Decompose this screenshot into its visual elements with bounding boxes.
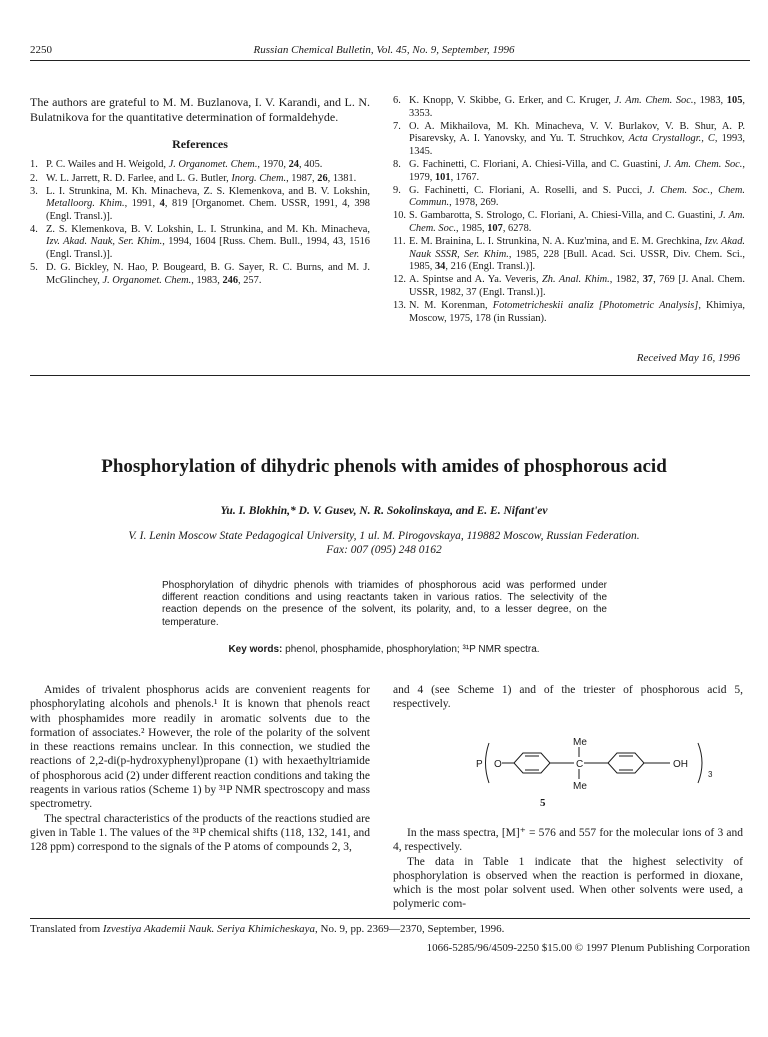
reference-text [409, 300, 745, 325]
reference-number: 1. [30, 159, 38, 171]
abstract: Phosphorylation of dihydric phenols with triamides of phosphorous acid was performed under different reaction conditions and using reactants taken in various ratios. The selectivity of the reaction depends on the presence of the solvent, its polarity, and, to a lesser degree, on the temperature. [162, 580, 607, 628]
reference-vol: 24 [288, 159, 299, 171]
reference-journal: Inorg. Chem. [231, 172, 287, 184]
translation-suffix: , No. 9, pp. 2369—2370, September, 1996. [315, 923, 505, 935]
reference-text [46, 173, 370, 186]
reference-pre: P. C. Wailes and H. Weigold, [46, 159, 169, 171]
reference-item [393, 121, 745, 159]
reference-number: 12. [393, 274, 406, 286]
reference-number: 8. [393, 158, 401, 170]
body-paragraph: The spectral characteristics of the products of the reactions studied are given in Table 1. The values of the ³¹P chemical shifts (118, 132, 141, and 128 ppm) correspond to the signals of the P atoms of compounds 2, 3, [30, 812, 370, 854]
fax-number: Fax: 007 (095) 248 0162 [326, 544, 442, 556]
reference-post: , 6278. [502, 222, 532, 234]
reference-item [393, 210, 745, 235]
reference-post: , 3353. [409, 95, 745, 119]
reference-number: 5. [30, 262, 38, 274]
reference-mid: , 1970, [257, 159, 289, 171]
chemical-structure-5 [470, 733, 720, 793]
body-paragraph: Amides of trivalent phosphorus acids are convenient reagents for phosphorylating alcohols and phenols.¹ It is known that phenols react with phosphamides more readily in aromatic solvents due to the formation of associates.² However, the role of the polarity of the solvent in these reactions remains unclear. In this connection, we studied the reactions of 2,2-di(p-hydroxyphenyl)propane (1) with hexaethyltriamide of phosphorous acid (2) under different reaction conditions and taking the reagents in various ratios (Scheme 1) by ³¹P NMR spectroscopy and mass spectrometry. [30, 684, 370, 811]
reference-number: 10. [393, 210, 406, 222]
reference-item [393, 300, 745, 325]
header-rule [30, 60, 750, 61]
reference-journal: Zh. Anal. Khim. [542, 274, 610, 286]
structure-o-label: O [494, 759, 502, 770]
reference-mid: , 1983, [191, 274, 223, 286]
structure-oh-label: OH [673, 759, 688, 770]
reference-item [30, 186, 370, 224]
reference-journal: Izv. Akad. Nauk, Ser. Khim. [46, 236, 163, 248]
page-number: 2250 [30, 44, 52, 56]
copyright-line: 1066-5285/96/4509-2250 $15.00 © 1997 Plenum Publishing Corporation [426, 942, 750, 954]
reference-item [30, 159, 370, 172]
structure-me-bottom: Me [573, 781, 587, 792]
right-column-top [393, 95, 745, 326]
footer-rule [30, 918, 750, 919]
reference-text [409, 121, 745, 159]
reference-post: , 819 [Organomet. Chem. USSR, 1991, 4, 398 (Engl. Transl.)]. [46, 198, 371, 222]
references-heading: References [172, 137, 228, 151]
structure-left-paren [486, 743, 490, 783]
reference-pre: K. Knopp, V. Skibbe, G. Erker, and C. Kruger, [409, 95, 615, 106]
reference-journal: J. Organomet. Chem. [168, 159, 258, 171]
reference-journal: Fotometricheskii analiz [Photometric Analysis] [492, 300, 699, 311]
reference-pre: G. Fachinetti, C. Floriani, A. Roselli, and S. Pucci, [409, 184, 648, 196]
acknowledgment: The authors are grateful to M. M. Buzlanova, I. V. Karandi, and L. N. Bulatnikova for the quantitative determination of formaldehyde. [30, 95, 370, 124]
reference-text [409, 159, 745, 184]
reference-text [46, 224, 370, 262]
reference-mid: , 1985, [456, 222, 488, 234]
reference-pre: N. M. Korenman, [409, 300, 493, 311]
references-list-right [393, 95, 745, 325]
structure-right-paren [698, 743, 702, 783]
reference-mid: , 1978, 269. [449, 197, 499, 209]
reference-pre: S. Gambarotta, S. Strologo, C. Floriani, A. Chiesi-Villa, and C. Guastini, [409, 210, 719, 222]
reference-item [393, 236, 745, 274]
reference-pre: O. A. Mikhailova, M. Kh. Minacheva, V. V. Burlakov, V. B. Shur, A. P. Pisarevsky, A. I. Yanovsky, and Yu. T. Struchkov, [409, 120, 745, 145]
reference-item [393, 159, 745, 184]
received-date: Received May 16, 1996 [636, 352, 740, 364]
affiliation-text: V. I. Lenin Moscow State Pedagogical University, 1 ul. M. Pirogovskaya, 119882 Moscow, Russian Federation. [128, 530, 640, 542]
reference-post: , 405. [298, 159, 323, 171]
reference-journal: J. Organomet. Chem. [102, 274, 192, 286]
reference-post: , 769 [J. Anal. Chem. USSR, 1982, 37 (Engl. Transl.)]. [409, 274, 745, 298]
reference-mid: , 1982, [609, 274, 643, 286]
reference-journal: Metalloorg. Khim. [46, 198, 125, 210]
reference-number: 2. [30, 172, 38, 184]
reference-pre: Z. S. Klemenkova, B. V. Lokshin, L. I. Strunkina, and M. Kh. Minacheva, [46, 223, 370, 235]
reference-mid: , 1994, [162, 236, 195, 248]
running-header: Russian Chemical Bulletin, Vol. 45, No. 9, September, 1996 [253, 44, 515, 56]
structure-p-label: P [476, 759, 483, 770]
reference-journal: J. Am. Chem. Soc. [409, 210, 745, 234]
reference-journal: J. Am. Chem. Soc. [614, 95, 694, 106]
reference-number: 3. [30, 185, 38, 197]
body-paragraph: In the mass spectra, [M]⁺ = 576 and 557 for the molecular ions of 3 and 4, respectively. [393, 827, 743, 854]
reference-vol: 246 [222, 274, 239, 286]
reference-post: , 1381. [327, 172, 357, 184]
structure-c-label: C [576, 759, 584, 770]
left-column-top [30, 95, 370, 288]
structure-me-top: Me [573, 737, 587, 748]
reference-text [46, 159, 370, 172]
reference-vol: 34 [434, 261, 446, 273]
reference-pre: D. G. Bickley, N. Hao, P. Bougeard, B. G. Sayer, R. C. Burns, and M. J. McGlinchey, [46, 262, 370, 286]
reference-pre: G. Fachinetti, C. Floriani, A. Chiesi-Villa, and C. Guastini, [409, 158, 665, 170]
article-affiliation [40, 529, 728, 557]
reference-journal: J. Chem. Soc., Chem. Commun. [409, 184, 745, 209]
reference-text [409, 274, 745, 299]
reference-mid: , Khimiya, Moscow, 1975, 178 (in Russian). [409, 300, 746, 324]
reference-text [46, 262, 370, 287]
translation-source: Izvestiya Akademii Nauk. Seriya Khimicheskaya [102, 923, 316, 935]
reference-item [30, 224, 370, 262]
reference-text [46, 186, 370, 224]
reference-vol: 37 [642, 274, 654, 286]
reference-mid: , 1993, 1345. [409, 133, 745, 157]
reference-text [409, 210, 745, 235]
reference-post: , 216 (Engl. Transl.)]. [445, 261, 536, 273]
structure-subscript: 3 [708, 770, 713, 779]
reference-number: 7. [393, 120, 401, 132]
reference-mid: , 1991, [124, 198, 160, 210]
reference-pre: E. M. Brainina, L. I. Strunkina, N. A. Kuz'mina, and E. M. Grechkina, [409, 236, 705, 248]
reference-vol: 4 [159, 198, 165, 210]
reference-pre: W. L. Jarrett, R. D. Farlee, and L. G. Butler, [46, 172, 232, 184]
reference-mid: , 1987, [286, 172, 318, 184]
reference-post: , 1767. [450, 171, 480, 183]
reference-item [393, 185, 745, 210]
reference-mid: , 1985, 228 [Bull. Acad. Sci. USSR, Div. Chem. Sci., 1985, [409, 248, 745, 273]
reference-item [30, 173, 370, 186]
reference-post: 1604 [Russ. Chem. Bull., 1994, 43, 1516 (Engl. Transl.)]. [46, 236, 370, 261]
reference-journal: Izv. Akad. Nauk SSSR, Ser. Khim. [409, 236, 745, 260]
reference-pre: L. I. Strunkina, M. Kh. Minacheva, Z. S. Klemenkova, and B. V. Lokshin, [46, 185, 370, 197]
keywords-label: Key words: [228, 644, 283, 655]
reference-vol: 101 [434, 171, 451, 183]
article-authors: Yu. I. Blokhin,* D. V. Gusev, N. R. Sokolinskaya, and E. E. Nifant'ev [220, 505, 548, 517]
article-title: Phosphorylation of dihydric phenols with amides of phosphorous acid [101, 456, 667, 477]
reference-text [409, 236, 745, 274]
reference-mid: , 1979, [409, 158, 746, 183]
translation-note [30, 923, 750, 935]
reference-item [393, 274, 745, 299]
reference-post: , 257. [238, 274, 262, 286]
reference-journal: J. Am. Chem. Soc. [664, 158, 743, 170]
body-right-column [393, 683, 743, 712]
translation-prefix: Translated from [30, 923, 103, 935]
reference-mid: , 1983, [693, 95, 727, 106]
keywords-text: phenol, phosphamide, phosphorylation; ³¹P NMR spectra. [285, 644, 540, 655]
body-right-column-lower [393, 826, 743, 912]
reference-text [409, 185, 745, 210]
references-list-left [30, 159, 370, 287]
keywords [0, 644, 768, 655]
body-left-column [30, 683, 370, 855]
reference-journal: Acta Crystallogr., C [628, 133, 715, 145]
reference-number: 11. [393, 236, 406, 248]
reference-number: 9. [393, 184, 401, 196]
reference-pre: A. Spintse and A. Ya. Veveris, [409, 274, 543, 286]
reference-vol: 105 [726, 95, 743, 106]
reference-number: 4. [30, 223, 38, 235]
reference-number: 13. [393, 300, 406, 311]
reference-item [30, 262, 370, 287]
reference-vol: 26 [317, 172, 328, 184]
section-rule [30, 375, 750, 376]
reference-text [409, 95, 745, 120]
reference-vol: 107 [487, 222, 503, 234]
body-paragraph: and 4 (see Scheme 1) and of the triester of phosphorous acid 5, respectively. [393, 684, 743, 711]
compound-number: 5 [540, 797, 546, 809]
reference-item [393, 95, 745, 120]
reference-number: 6. [393, 95, 401, 106]
body-paragraph: The data in Table 1 indicate that the highest selectivity of phosphorylation is observed when the reaction is performed in dioxane, which is the most polar solvent used. When other solvents were used, a polymeric com- [393, 855, 743, 911]
